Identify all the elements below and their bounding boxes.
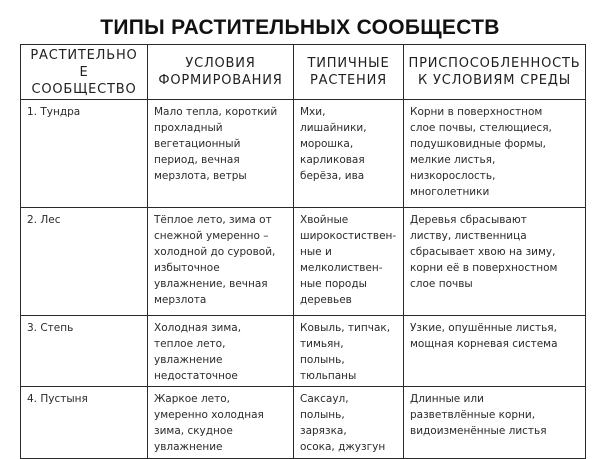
cell-adaptation: Длинные или разветвлённые корни, видоизменённые листья [404, 387, 586, 459]
cell-adaptation: Узкие, опушённые листья, мощная корневая система [404, 316, 586, 387]
communities-table [20, 44, 586, 459]
cell-adaptation: Корни в поверхностном слое почвы, стелющиеся, подушковидные формы, мелкие листья, низкорослость, многолетники [404, 100, 586, 208]
header-plants: ТИПИЧНЫЕ РАСТЕНИЯ [294, 45, 404, 100]
table-row [21, 316, 586, 387]
table-row [21, 208, 586, 316]
cell-conditions: Холодная зима, теплое лето, увлажнение недостаточное [148, 316, 294, 387]
header-adaptation: ПРИСПОСОБЛЕННОСТЬ К УСЛОВИЯМ СРЕДЫ [404, 45, 586, 100]
page-title: ТИПЫ РАСТИТЕЛЬНЫХ СООБЩЕСТВ [100, 16, 500, 39]
table-row [21, 100, 586, 208]
cell-plants: Мхи, лишайники, морошка, карликовая берёза, ива [294, 100, 404, 208]
header-conditions: УСЛОВИЯ ФОРМИРОВАНИЯ [148, 45, 294, 100]
cell-community: 1. Тундра [21, 100, 148, 208]
cell-community: 3. Степь [21, 316, 148, 387]
table-header-row [21, 45, 586, 100]
cell-conditions: Мало тепла, короткий прохладный вегетационный период, вечная мерзлота, ветры [148, 100, 294, 208]
cell-conditions: Тёплое лето, зима от снежной умеренно – холодной до суровой, избыточное увлажнение, вечная мерзлота [148, 208, 294, 316]
table-row [21, 387, 586, 459]
cell-plants: Ковыль, типчак, тимьян, полынь, тюльпаны [294, 316, 404, 387]
cell-plants: Хвойные широкостиствен- ные и мелколиствен- ные породы деревьев [294, 208, 404, 316]
cell-community: 4. Пустыня [21, 387, 148, 459]
cell-conditions: Жаркое лето, умеренно холодная зима, скудное увлажнение [148, 387, 294, 459]
header-community: РАСТИТЕЛЬНО Е СООБЩЕСТВО [21, 45, 148, 100]
cell-plants: Саксаул, полынь, зарязка, осока, джузгун [294, 387, 404, 459]
cell-community: 2. Лес [21, 208, 148, 316]
cell-adaptation: Деревья сбрасывают листву, лиственница сбрасывает хвою на зиму, корни её в поверхностном слое почвы [404, 208, 586, 316]
